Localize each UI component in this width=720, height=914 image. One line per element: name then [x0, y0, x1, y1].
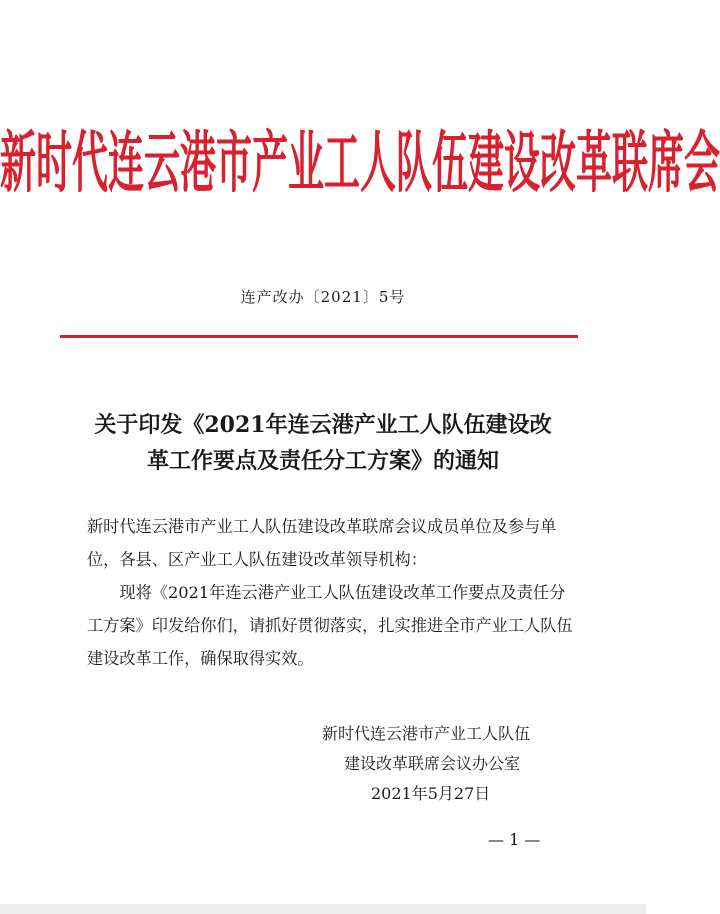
- signature-block: [316, 719, 576, 809]
- signature-date: 2021年5月27日: [371, 784, 491, 803]
- notice-title-line-2: 革工作要点及责任分工方案》的通知: [146, 448, 499, 474]
- notice-title: [40, 407, 606, 479]
- issuing-authority-header: 新时代连云港市产业工人队伍建设改革联席会: [0, 126, 720, 202]
- notice-body: [87, 510, 577, 675]
- document-number: 连产改办〔2021〕5号: [240, 288, 406, 306]
- signature-line-2: 建设改革联席会议办公室: [344, 754, 521, 773]
- salutation: 新时代连云港市产业工人队伍建设改革联席会议成员单位及参与单位，各县、区产业工人队伍建设改革领导机构：: [87, 517, 557, 569]
- notice-title-line-1: 关于印发《2021年连云港产业工人队伍建设改: [94, 412, 552, 438]
- body-paragraph: 现将《2021年连云港产业工人队伍建设改革工作要点及责任分工方案》印发给你们，请抓好贯彻落实，扎实推进全市产业工人队伍建设改革工作，确保取得实效。: [87, 583, 573, 668]
- scan-bottom-edge: [0, 904, 646, 914]
- red-divider-line: [60, 335, 578, 338]
- page-number: — 1 —: [488, 830, 541, 849]
- signature-line-1: 新时代连云港市产业工人队伍: [322, 724, 531, 743]
